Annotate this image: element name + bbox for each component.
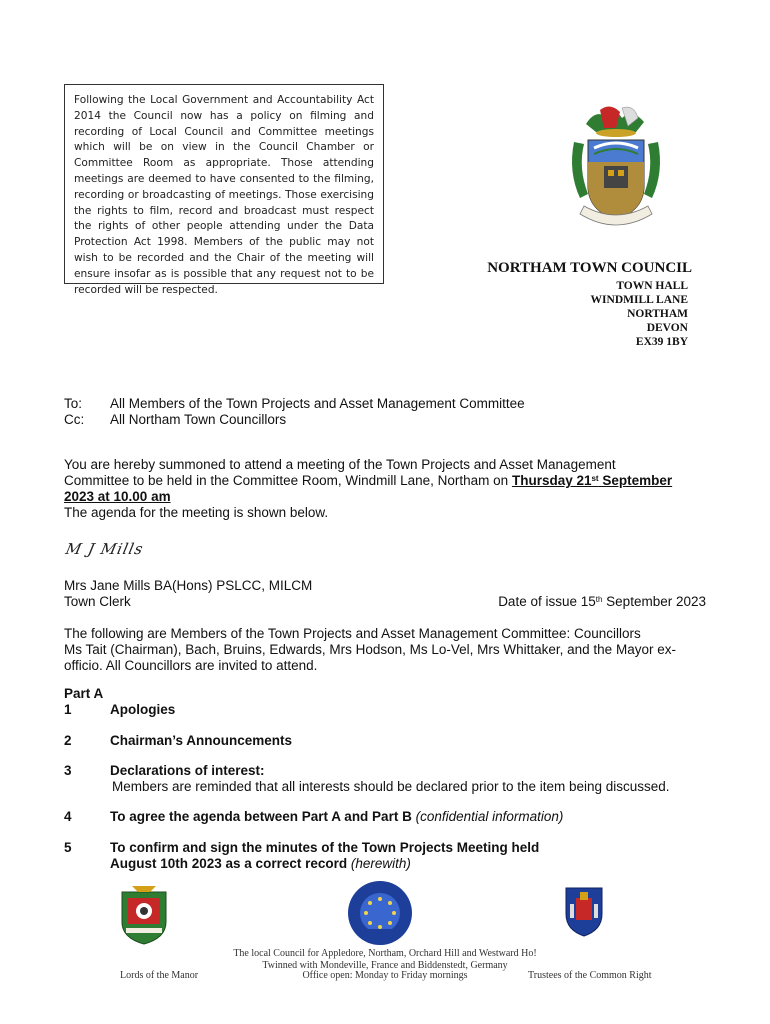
agenda-item-title: Apologies [110,702,176,717]
footer-lords-label: Lords of the Manor [120,970,199,981]
agenda-item-line [110,809,563,825]
meeting-date [512,473,672,488]
agenda-intro: The agenda for the meeting is shown below. [64,505,329,520]
agenda-item-number: 2 [64,733,72,748]
clerk-name: Mrs Jane Mills BA(Hons) PSLCC, MILCM [64,578,313,593]
agenda-item-line [110,856,411,872]
to-value: All Members of the Town Projects and Asset Management Committee [110,396,525,411]
agenda-item-title: Chairman’s Announcements [110,733,293,748]
footer-trustees-label: Trustees of the Common Right [528,970,652,981]
address-line: TOWN HALL [616,280,688,292]
members-paragraph [64,626,724,674]
part-a-heading: Part A [64,686,104,701]
clerk-title: Town Clerk [64,594,131,609]
summons-line: You are hereby summoned to attend a meeting of the Town Projects and Asset Management [64,457,616,472]
agenda-item-number: 1 [64,702,72,717]
clerk-block [64,578,706,610]
to-row [64,396,525,412]
members-line: The following are Members of the Town Projects and Asset Management Committee: Councillors [64,626,641,641]
recipients-block [64,396,525,428]
filming-policy-notice [64,84,384,296]
address-line: WINDMILL LANE [590,294,688,306]
address-line: DEVON [646,322,688,334]
clerk-signature: M J Mills [64,540,146,558]
summons-venue-text: Committee to be held in the Committee Room, Windmill Lane, Northam on [64,473,512,488]
summons-line [64,473,724,489]
address-line: NORTHAM [627,308,688,320]
agenda-item-title: To confirm and sign the minutes of the Town Projects Meeting held [110,840,540,855]
common-right-trustees-logo [564,884,604,938]
council-crest [566,102,666,242]
agenda-item-number: 3 [64,763,72,778]
summons-paragraph [64,457,724,521]
meeting-day-suffix: st [591,474,599,483]
footer-office-hours: Office open: Monday to Friday mornings [302,970,468,981]
agenda-item-number: 4 [64,809,72,824]
agenda-item-detail: Members are reminded that all interests should be declared prior to the item being discussed. [112,779,670,794]
filming-policy-text: Following the Local Government and Accountability Act 2014 the Council now has a policy on filming and recording of Local Council and Committee meetings which will be on view in the Council Chamber or Committee Room as appropriate. Those attending meetings are deemed to have consented to the filming, recording or broadcasting of meetings. Those exercising the rights to film, record and broadcast must respect the rights of other people attending under the Data Protection Act 1998. Members of the public may not wish to be recorded and the Chair of the meeting will ensure insofar as is possible that any request not to be recorded will be respected. [74,94,374,296]
issue-date-suffix: th [595,595,603,604]
twinning-logo [342,880,418,946]
members-line: Ms Tait (Chairman), Bach, Bruins, Edwards, Mrs Hodson, Ms Lo-Vel, Mrs Whittaker, and the Mayor ex- [64,642,676,657]
agenda-item-note: (herewith) [350,856,411,871]
meeting-month: September [598,473,673,488]
agenda-item-title-cont: August 10th 2023 as a correct record [110,856,348,871]
clerk-title-row [64,594,706,610]
meeting-time: 2023 at 10.00 am [64,489,171,504]
issue-date-post: September 2023 [602,594,706,609]
members-line: officio. All Councillors are invited to attend. [64,658,318,673]
agenda-item-title: Declarations of interest: [110,763,265,778]
council-letterhead [487,260,692,349]
footer-council-line: The local Council for Appledore, Northam, Orchard Hill and Westward Ho! [233,948,537,959]
cc-value: All Northam Town Councillors [110,412,287,427]
meeting-day: Thursday 21 [511,473,592,488]
lords-of-manor-logo [118,884,170,946]
footer-twinning-line: Twinned with Mondeville, France and Biddenstedt, Germany [262,960,508,971]
council-name: NORTHAM TOWN COUNCIL [487,260,692,276]
issue-date [498,594,706,610]
cc-row [64,412,525,428]
address-line: EX39 1BY [635,336,688,348]
agenda-item-title: To agree the agenda between Part A and Part B [110,809,412,824]
cc-label: Cc: [64,412,85,427]
to-label: To: [64,396,83,411]
agenda-item-note: (confidential information) [415,809,564,824]
issue-date-pre: Date of issue 15 [498,594,596,609]
agenda-item-number: 5 [64,840,72,855]
